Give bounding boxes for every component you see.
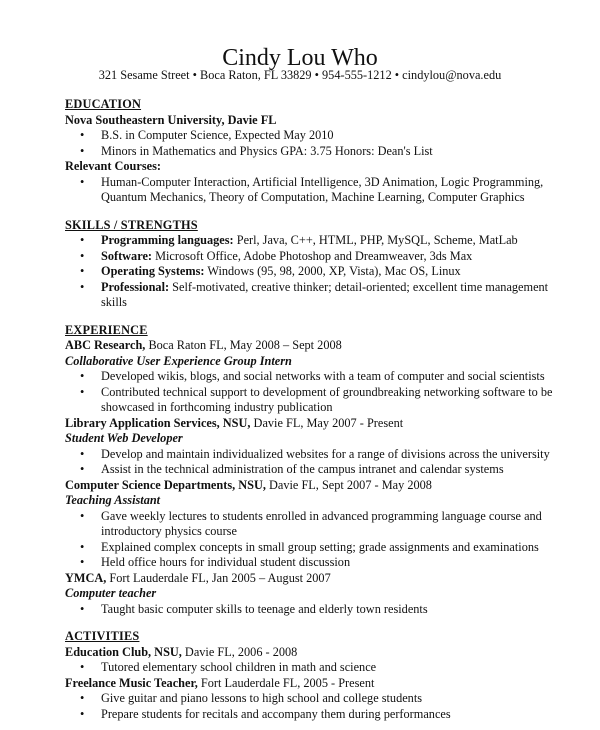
skill-text: Self-motivated, creative thinker; detail-oriented; excellent time management skills — [101, 279, 549, 309]
section-heading-skills: SKILLS / STRENGTHS — [65, 217, 198, 232]
job-header — [65, 571, 555, 587]
list-item: • Assist in the technical administration of the campus intranet and calendar systems — [65, 462, 555, 478]
resume-body — [65, 97, 555, 722]
list-item — [65, 233, 555, 249]
job-org: ABC Research, — [65, 338, 146, 352]
list-item — [65, 264, 555, 280]
activity-detail: Davie FL, 2006 - 2008 — [181, 644, 298, 659]
list-item: • Prepare students for recitals and accompany them during performances — [65, 707, 555, 723]
skill-text: Windows (95, 98, 2000, XP, Vista), Mac OS, Linux — [204, 264, 461, 278]
skill-text: Microsoft Office, Adobe Photoshop and Dreamweaver, 3ds Max — [152, 248, 473, 263]
job-org: YMCA, — [65, 570, 107, 585]
job-role: Collaborative User Experience Group Intern — [65, 353, 292, 368]
skills-section — [65, 218, 555, 311]
skill-label: Programming languages: — [101, 233, 234, 247]
list-item: • Tutored elementary school children in math and science — [65, 660, 555, 676]
job-role: Student Web Developer — [65, 431, 183, 445]
job-bullets — [65, 447, 555, 478]
job-detail: Davie FL, Sept 2007 - May 2008 — [265, 477, 432, 492]
job-bullets — [65, 369, 555, 416]
section-heading-activities: ACTIVITIES — [65, 629, 140, 643]
job-role: Teaching Assistant — [65, 493, 161, 507]
courses-list — [65, 175, 555, 206]
activity-bullets — [65, 691, 555, 722]
list-item: • Human-Computer Interaction, Artificial Intelligence, 3D Animation, Logic Programming, Quantum Mechanics, Theory of Computation, Machine Learning, Computer Graphics — [65, 175, 555, 206]
activity-org: Freelance Music Teacher, — [65, 675, 198, 690]
activity-bullets — [65, 660, 555, 676]
list-item: • Minors in Mathematics and Physics GPA: 3.75 Honors: Dean's List — [65, 144, 555, 160]
list-item: • Develop and maintain individualized websites for a range of divisions across the university — [65, 447, 555, 463]
list-item: • Gave weekly lectures to students enrolled in advanced programming language course and introductory physics course — [65, 509, 555, 540]
activity-header — [65, 676, 555, 692]
job-header — [65, 478, 555, 494]
job-header — [65, 338, 555, 354]
job-bullets — [65, 602, 555, 618]
courses-label: Relevant Courses: — [65, 159, 161, 173]
section-heading-education: EDUCATION — [65, 97, 142, 111]
experience-section — [65, 323, 555, 618]
list-item: • Give guitar and piano lessons to high school and college students — [65, 691, 555, 707]
education-list — [65, 128, 555, 159]
skills-list — [65, 233, 555, 311]
activities-section — [65, 629, 555, 722]
activity-org: Education Club, NSU, — [65, 644, 182, 659]
job-header — [65, 416, 555, 432]
list-item: • Taught basic computer skills to teenage and elderly town residents — [65, 602, 555, 618]
resume-name: Cindy Lou Who — [222, 45, 378, 71]
skill-label: Software: — [101, 248, 152, 263]
activity-detail: Fort Lauderdale FL, 2005 - Present — [197, 675, 375, 690]
job-detail: Davie FL, May 2007 - Present — [250, 415, 404, 430]
list-item: • Developed wikis, blogs, and social networks with a team of computer and social scientists — [65, 369, 555, 385]
school-name: Nova Southeastern University, Davie FL — [65, 112, 277, 127]
contact-line: 321 Sesame Street • Boca Raton, FL 33829 • 954-555-1212 • cindylou@nova.edu — [98, 68, 502, 82]
job-bullets — [65, 509, 555, 571]
job-detail: Boca Raton FL, May 2008 – Sept 2008 — [145, 338, 342, 352]
list-item: • Explained complex concepts in small group setting; grade assignments and examinations — [65, 540, 555, 556]
skill-text: Perl, Java, C++, HTML, PHP, MySQL, Scheme, MatLab — [233, 233, 518, 247]
job-org: Computer Science Departments, NSU, — [65, 477, 266, 492]
list-item: • Contributed technical support to development of groundbreaking networking software to be showcased in forthcoming industry publication — [65, 385, 555, 416]
skill-label: Professional: — [101, 279, 170, 294]
list-item: • Held office hours for individual student discussion — [65, 555, 555, 571]
education-section — [65, 97, 555, 206]
job-role: Computer teacher — [65, 586, 157, 600]
list-item: • B.S. in Computer Science, Expected May 2010 — [65, 128, 555, 144]
skill-label: Operating Systems: — [101, 264, 205, 278]
list-item — [65, 280, 555, 311]
job-org: Library Application Services, NSU, — [65, 415, 251, 430]
section-heading-experience: EXPERIENCE — [65, 322, 148, 337]
list-item — [65, 249, 555, 265]
job-detail: Fort Lauderdale FL, Jan 2005 – August 2007 — [106, 570, 331, 585]
activity-header — [65, 645, 555, 661]
